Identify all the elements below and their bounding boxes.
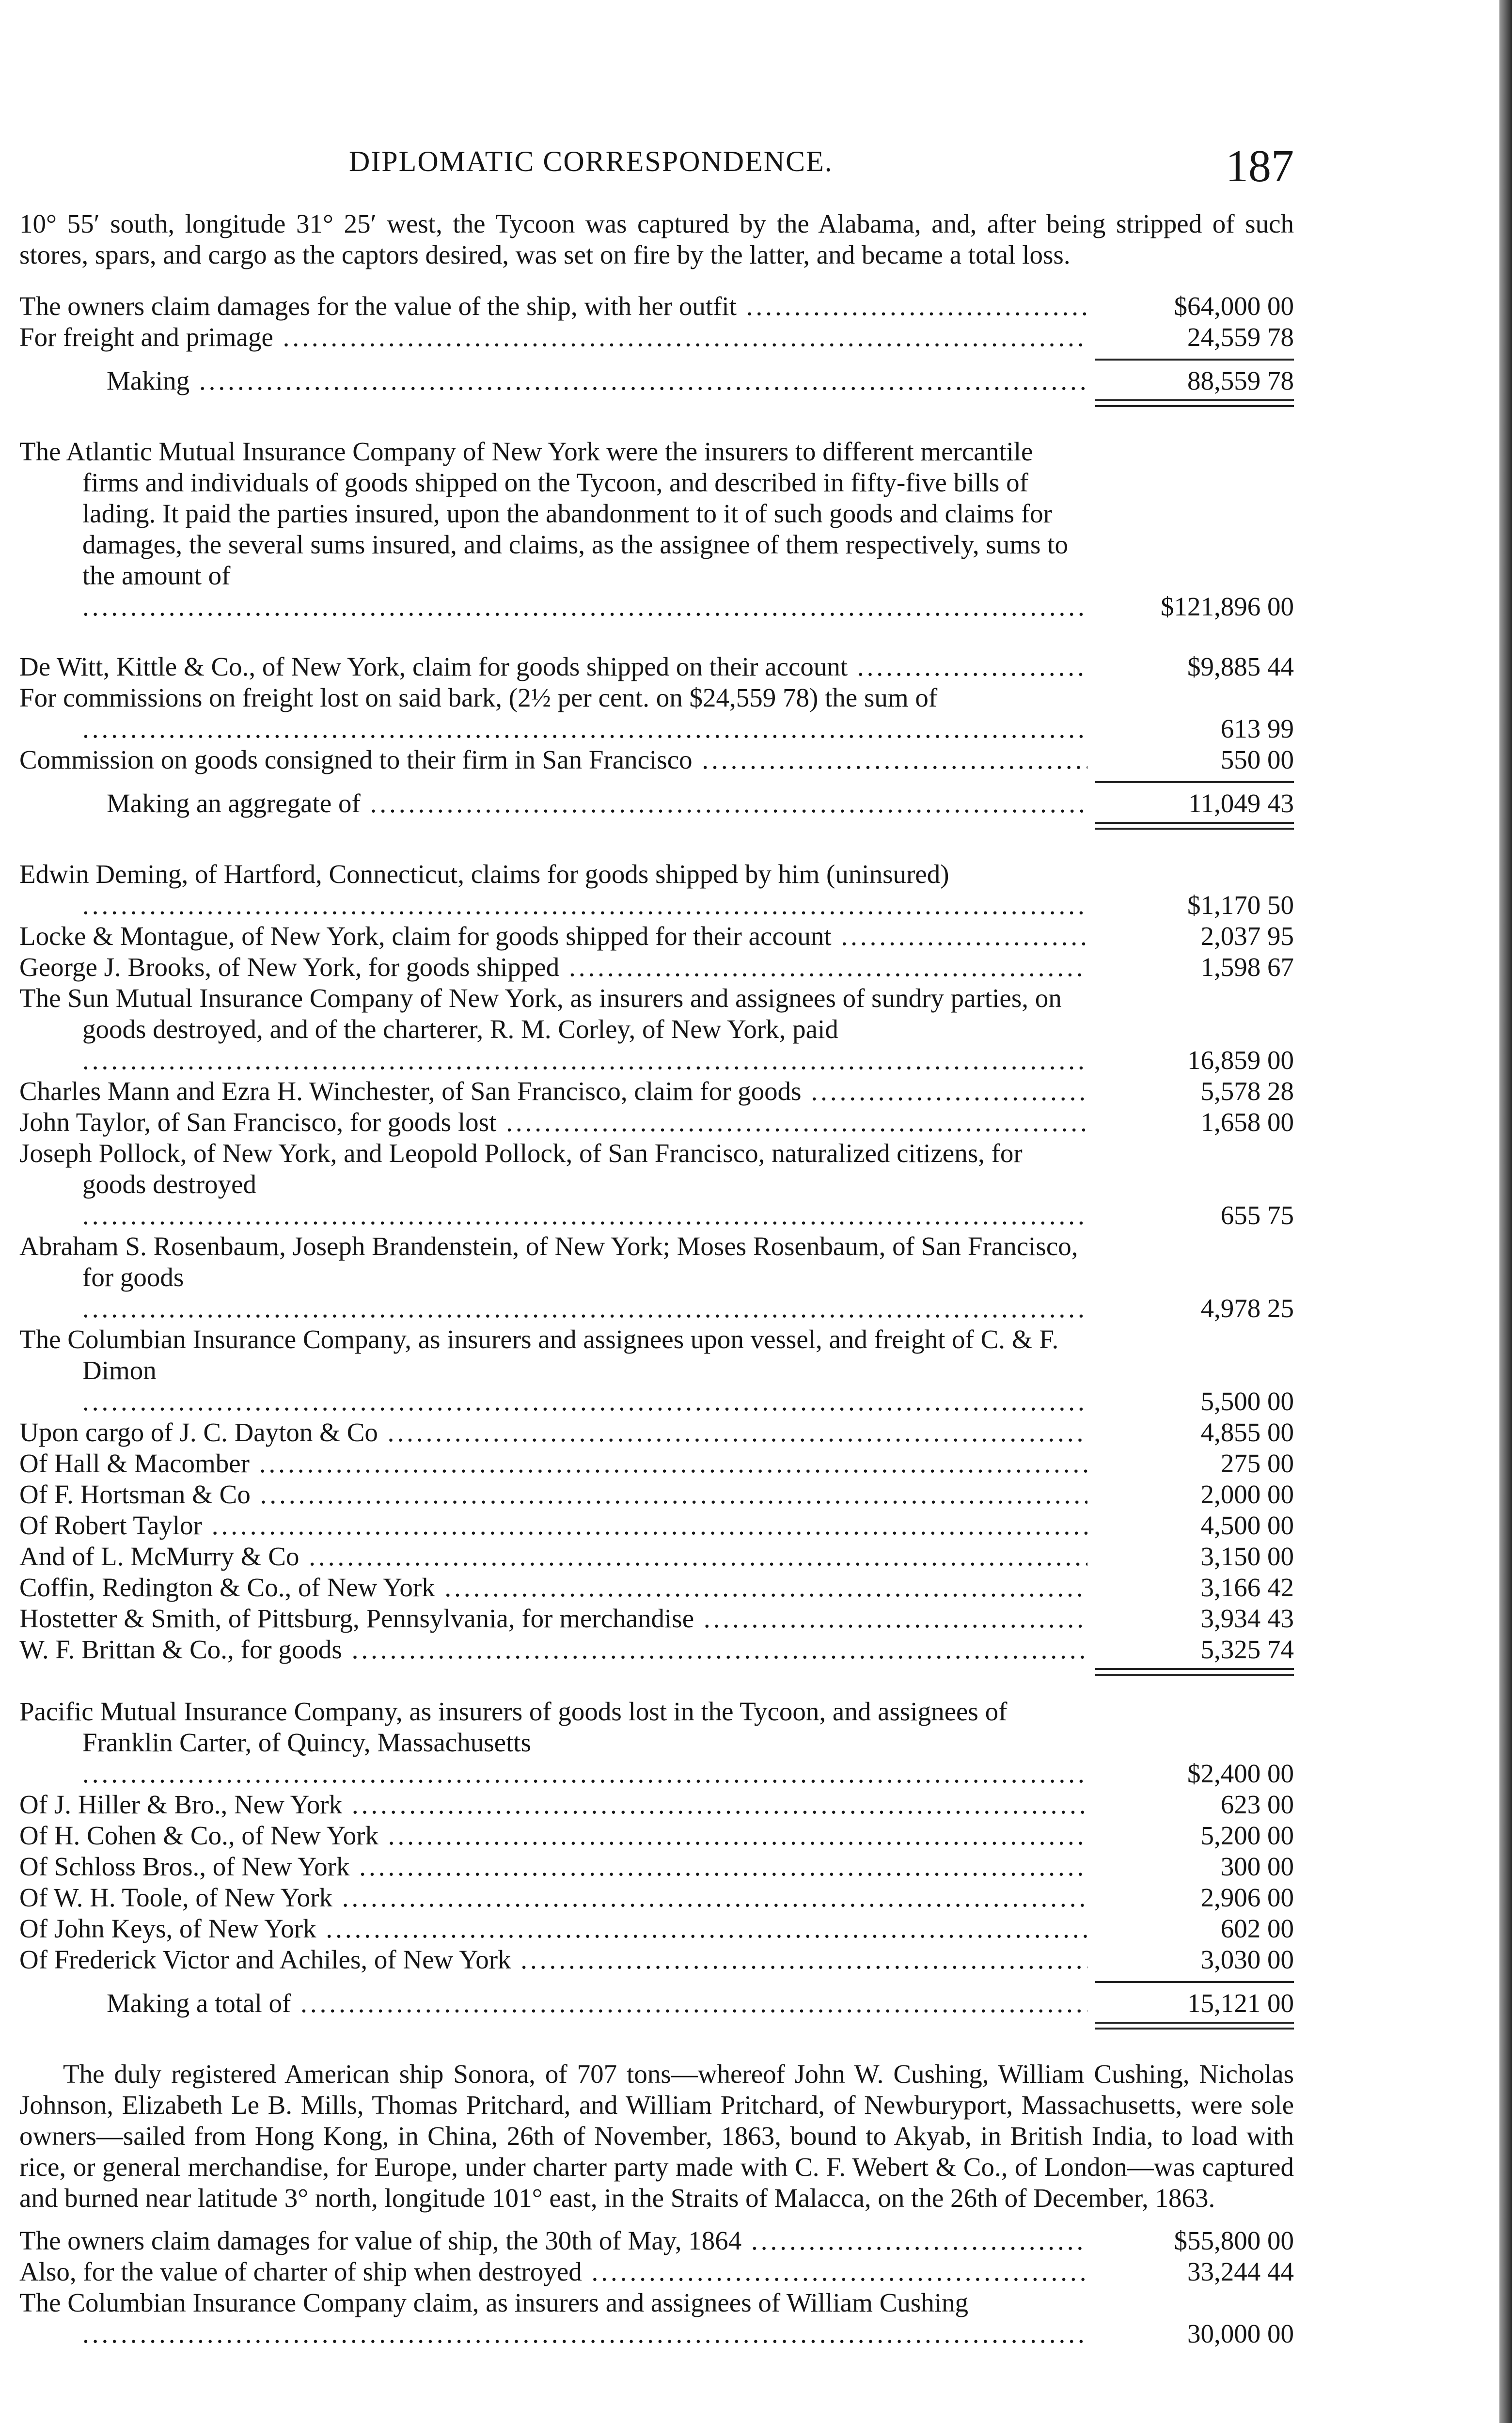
- entry-amount: 2,000 00: [1200, 1479, 1294, 1509]
- ledger-entry: [19, 983, 1294, 1076]
- ledger-entry: [19, 744, 1294, 775]
- entry-amount: 16,859 00: [1187, 1045, 1294, 1075]
- total-double-rule: [1095, 399, 1294, 407]
- entry-amount: 33,244 44: [1187, 2257, 1294, 2286]
- entry-label: Coffin, Redington & Co., of New York .....: [19, 1572, 1087, 1603]
- entry-label: George J. Brooks, of New York, for goods shipped .....: [19, 952, 1087, 983]
- ledger-entry: [19, 1820, 1294, 1851]
- ledger-entry: [19, 1510, 1294, 1541]
- entry-label: Commission on goods consigned to their firm in San Francisco .....: [19, 744, 1087, 775]
- entry-label: Of H. Cohen & Co., of New York .....: [19, 1820, 1087, 1851]
- entry-amount: 3,150 00: [1200, 1542, 1294, 1571]
- running-head: DIPLOMATIC CORRESPONDENCE.: [349, 145, 833, 177]
- ledger-entry: [19, 1913, 1294, 1944]
- ledger-section-3: [19, 651, 1294, 830]
- ledger-section-6: [19, 2225, 1294, 2349]
- entry-label: Hostetter & Smith, of Pittsburg, Pennsylvania, for merchandise .....: [19, 1603, 1087, 1634]
- entry-amount: 5,578 28: [1200, 1076, 1294, 1106]
- entry-amount: 602 00: [1220, 1914, 1294, 1943]
- entry-amount: 3,934 43: [1200, 1604, 1294, 1633]
- ledger-entry: [19, 291, 1294, 322]
- entry-label: The Columbian Insurance Company claim, as insurers and assignees of William Cushing .....: [19, 2287, 1087, 2349]
- entry-label: Upon cargo of J. C. Dayton & Co .....: [19, 1417, 1087, 1448]
- entry-label: The Columbian Insurance Company, as insurers and assignees upon vessel, and freight of C. & F. Dimon .....: [19, 1324, 1087, 1417]
- entry-amount: $9,885 44: [1187, 652, 1294, 681]
- total-amount: 88,559 78: [1187, 366, 1294, 395]
- entry-amount: 1,658 00: [1200, 1107, 1294, 1137]
- sum-rule: [1095, 781, 1294, 783]
- entry-label: Of Hall & Macomber .....: [19, 1448, 1087, 1479]
- entry-amount: 4,500 00: [1200, 1510, 1294, 1540]
- total-amount: 11,049 43: [1188, 788, 1294, 818]
- entry-label: De Witt, Kittle & Co., of New York, claim for goods shipped on their account .....: [19, 651, 1087, 682]
- entry-label: Of Frederick Victor and Achiles, of New York .....: [19, 1944, 1087, 1975]
- entry-amount: 4,855 00: [1200, 1417, 1294, 1447]
- ledger-entry: [19, 1448, 1294, 1479]
- entry-label: Of F. Hortsman & Co .....: [19, 1479, 1087, 1510]
- entry-amount: 24,559 78: [1187, 322, 1294, 352]
- entry-amount: 275 00: [1220, 1448, 1294, 1478]
- entry-label: Also, for the value of charter of ship when destroyed .....: [19, 2256, 1087, 2287]
- entry-label: Locke & Montague, of New York, claim for goods shipped for their account .....: [19, 921, 1087, 952]
- entry-label: Of Robert Taylor .....: [19, 1510, 1087, 1541]
- total-label: Making .....: [19, 365, 1087, 396]
- entry-amount: 1,598 67: [1200, 952, 1294, 982]
- entry-label: Of J. Hiller & Bro., New York .....: [19, 1789, 1087, 1820]
- page-body: [19, 208, 1294, 2349]
- entry-amount: 3,166 42: [1200, 1573, 1294, 1602]
- ledger-entry: [19, 1138, 1294, 1231]
- ledger-entry: [19, 1107, 1294, 1138]
- entry-label: For freight and primage .....: [19, 322, 1087, 353]
- entry-amount: 4,978 25: [1200, 1293, 1294, 1323]
- ledger-total: [19, 1988, 1294, 2019]
- page-header: [349, 138, 1294, 191]
- total-label: Making an aggregate of .....: [19, 788, 1087, 819]
- sum-rule: [1095, 1981, 1294, 1983]
- entry-amount: 5,200 00: [1200, 1821, 1294, 1850]
- entry-label: And of L. McMurry & Co .....: [19, 1541, 1087, 1572]
- ledger-entry: [19, 1851, 1294, 1882]
- entry-label: Joseph Pollock, of New York, and Leopold Pollock, of San Francisco, naturalized citizens, for goods destroyed .....: [19, 1138, 1087, 1231]
- ledger-entry: [19, 2225, 1294, 2256]
- page-number: 187: [1226, 141, 1294, 191]
- ledger-total: [19, 788, 1294, 819]
- entry-amount: 5,325 74: [1200, 1635, 1294, 1664]
- ledger-entry: [19, 1789, 1294, 1820]
- ledger-entry: [19, 1231, 1294, 1324]
- entry-amount: $55,800 00: [1174, 2226, 1294, 2255]
- entry-label: Abraham S. Rosenbaum, Joseph Brandenstein, of New York; Moses Rosenbaum, of San Francisco, for goods .....: [19, 1231, 1087, 1324]
- entry-amount: 623 00: [1220, 1790, 1294, 1819]
- ledger-section-2: [19, 436, 1294, 622]
- entry-amount: 613 99: [1220, 714, 1294, 743]
- section-double-rule: [1095, 1668, 1294, 1676]
- entry-label: Edwin Deming, of Hartford, Connecticut, claims for goods shipped by him (uninsured) .....: [19, 859, 1087, 921]
- ledger-entry: [19, 682, 1294, 744]
- entry-amount: $2,400 00: [1187, 1759, 1294, 1788]
- total-double-rule: [1095, 2022, 1294, 2030]
- entry-amount: $64,000 00: [1174, 291, 1294, 321]
- ledger-entry: [19, 1944, 1294, 1975]
- entry-label: Of Schloss Bros., of New York .....: [19, 1851, 1087, 1882]
- ledger-entry: [19, 1479, 1294, 1510]
- total-double-rule: [1095, 822, 1294, 830]
- entry-label: Of John Keys, of New York .....: [19, 1913, 1087, 1944]
- ledger-entry: [19, 2256, 1294, 2287]
- ledger-entry: [19, 1541, 1294, 1572]
- intro-paragraph: 10° 55′ south, longitude 31° 25′ west, the Tycoon was captured by the Alabama, and, after being stripped of such stores, spars, and cargo as the captors desired, was set on fire by the latter, and became a total loss.: [19, 209, 1294, 269]
- entry-amount: 300 00: [1220, 1852, 1294, 1881]
- ledger-entry: [19, 859, 1294, 921]
- ledger-entry: [19, 1603, 1294, 1634]
- sum-rule: [1095, 359, 1294, 361]
- entry-amount: $1,170 50: [1187, 890, 1294, 920]
- entry-amount: 550 00: [1220, 745, 1294, 774]
- total-amount: 15,121 00: [1187, 1988, 1294, 2018]
- ledger-section-5: [19, 1696, 1294, 2030]
- entry-amount: 655 75: [1220, 1200, 1294, 1230]
- entry-label: Of W. H. Toole, of New York .....: [19, 1882, 1087, 1913]
- ledger-section-4: [19, 859, 1294, 1676]
- book-edge: [1499, 0, 1512, 2423]
- ledger-entry: [19, 322, 1294, 353]
- ledger-entry: [19, 1696, 1294, 1789]
- total-label: Making a total of .....: [19, 1988, 1087, 2019]
- entry-amount: 3,030 00: [1200, 1945, 1294, 1974]
- ledger-entry: [19, 1634, 1294, 1665]
- sonora-paragraph: The duly registered American ship Sonora, of 707 tons—whereof John W. Cushing, William Cushing, Nicholas Johnson, Elizabeth Le B. Mills, Thomas Pritchard, and William Pritchard, of Newburyport, Massachusetts, were sole owners—sailed from Hong Kong, in China, 26th of November, 1863, bound to Akyab, in British India, to load with rice, or general merchandise, for Europe, under charter party made with C. F. Webert & Co., of London—was captured and burned near latitude 3° north, longitude 101° east, in the Straits of Malacca, on the 26th of December, 1863.: [19, 2059, 1294, 2213]
- ledger-entry: [19, 1572, 1294, 1603]
- entry-amount: 5,500 00: [1200, 1386, 1294, 1416]
- ledger-section-1: [19, 291, 1294, 407]
- entry-amount: 30,000 00: [1187, 2319, 1294, 2348]
- entry-label: The owners claim damages for the value of the ship, with her outfit .....: [19, 291, 1087, 322]
- entry-label: The owners claim damages for value of ship, the 30th of May, 1864 .....: [19, 2225, 1087, 2256]
- entry-label: Charles Mann and Ezra H. Winchester, of San Francisco, claim for goods .....: [19, 1076, 1087, 1107]
- ledger-entry: [19, 1324, 1294, 1417]
- ledger-entry: [19, 2287, 1294, 2349]
- entry-amount: 2,037 95: [1200, 921, 1294, 951]
- entry-label: The Sun Mutual Insurance Company of New York, as insurers and assignees of sundry parties, on goods destroyed, and of the charterer, R. M. Corley, of New York, paid .....: [19, 983, 1087, 1076]
- ledger-entry: [19, 952, 1294, 983]
- entry-label: W. F. Brittan & Co., for goods .....: [19, 1634, 1087, 1665]
- ledger-total: [19, 365, 1294, 396]
- entry-label: Pacific Mutual Insurance Company, as insurers of goods lost in the Tycoon, and assignees of Franklin Carter, of Quincy, Massachusetts .....: [19, 1696, 1087, 1789]
- entry-amount: $121,896 00: [1161, 592, 1294, 621]
- ledger-entry: [19, 1076, 1294, 1107]
- ledger-entry: [19, 921, 1294, 952]
- entry-label: For commissions on freight lost on said bark, (2½ per cent. on $24,559 78) the sum of .....: [19, 682, 1087, 744]
- ledger-entry: [19, 651, 1294, 682]
- entry-amount: 2,906 00: [1200, 1883, 1294, 1912]
- ledger-entry: [19, 1882, 1294, 1913]
- entry-label: The Atlantic Mutual Insurance Company of New York were the insurers to different mercantile firms and individuals of goods shipped on the Tycoon, and described in fifty-five bills of lading. It paid the parties insured, upon the abandonment to it of such goods and claims for damages, the several sums insured, and claims, as the assignee of them respectively, sums to the amount of .....: [19, 436, 1087, 622]
- ledger-entry: [19, 1417, 1294, 1448]
- entry-label: John Taylor, of San Francisco, for goods lost .....: [19, 1107, 1087, 1138]
